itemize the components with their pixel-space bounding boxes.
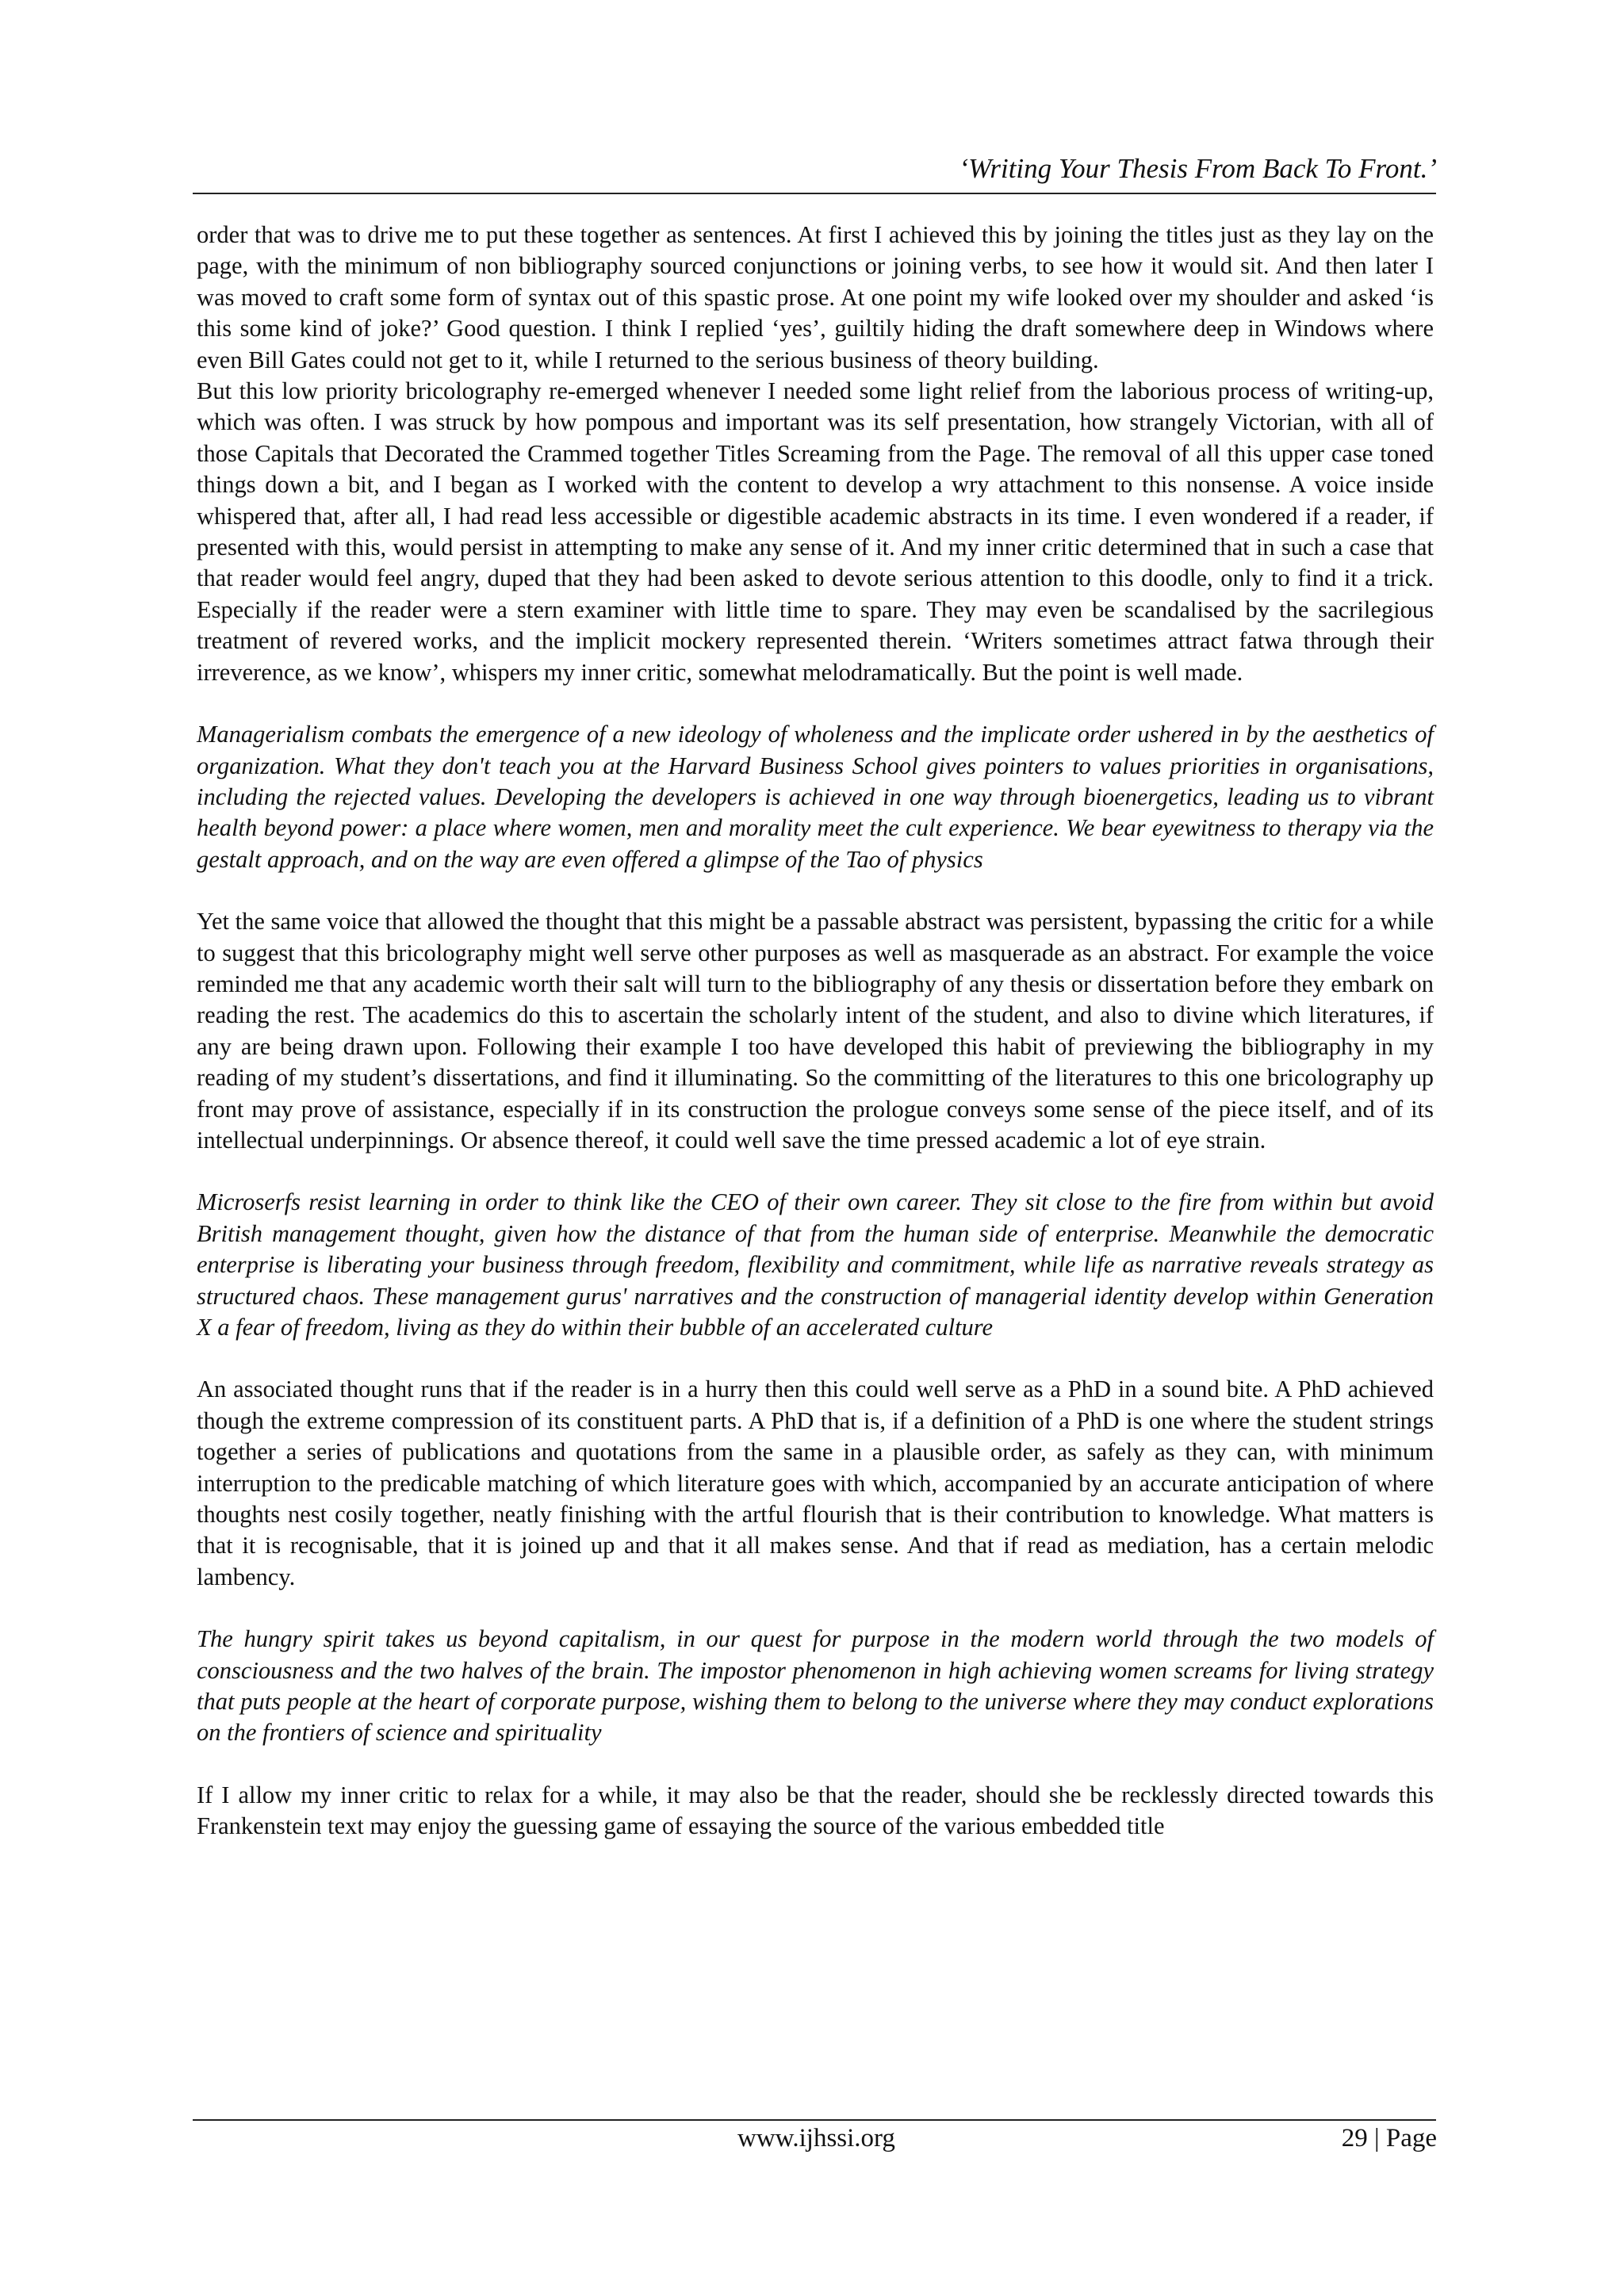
body-paragraph-2: But this low priority bricolography re-emerged whenever I needed some light relief from the laborious process of writing-up, which was often. I was struck by how pompous and important was its self presentation, how strangely Victorian, with all of those Capitals that Decorated the Crammed together Titles Screaming from the Page. The removal of all this upper case toned things down a bit, and I began as I worked with the content to develop a wry attachment to this nonsense. A voice inside whispered that, after all, I had read less accessible or digestible academic abstracts in its time. I even wondered if a reader, if presented with this, would persist in attempting to make any sense of it. And my inner critic determined that in such a case that that reader would feel angry, duped that they had been asked to devote serious attention to this doodle, only to find it a trick. Especially if the reader were a stern examiner with little time to spare. They may even be scandalised by the sacrilegious treatment of revered works, and the implicit mockery represented therein. ‘Writers sometimes attract fatwa through their irreverence, as we know’, whispers my inner critic, somewhat melodramatically. But the point is well made. [197,377,1434,686]
footer-rule [193,2119,1436,2121]
running-header-title: ‘Writing Your Thesis From Back To Front.’ [959,153,1437,184]
body-paragraph-4: An associated thought runs that if the reader is in a hurry then this could well serve as a PhD in a sound bite. A PhD achieved though the extreme compression of its constituent parts. A PhD that is, if a definition of a PhD is one where the student strings together a series of publications and quotations from the same in a plausible order, as safely as they can, with minimum interruption to the predicable matching of which literature goes with which, accompanied by an accurate anticipation of where thoughts nest cosily together, neatly finishing with the artful flourish that is their contribution to knowledge. What matters is that it is recognisable, that it is joined up and that it all makes sense. And that if read as mediation, has a certain melodic lambency. [197,1376,1434,1590]
footer-page-number: 29 | Page [1341,2124,1437,2152]
italic-abstract-2: Microserfs resist learning in order to think like the CEO of their own career. They sit close to the fire from within but avoid British management thought, given how the distance of that from the human side of enterprise. Meanwhile the democratic enterprise is liberating your business through freedom, flexibility and commitment, while life as narrative reveals strategy as structured chaos. These management gurus' narratives and the construction of managerial identity develop within Generation X a fear of freedom, living as they do within their bubble of an accelerated culture [197,1188,1434,1341]
header-rule [193,193,1436,194]
body-paragraph-1: order that was to drive me to put these together as sentences. At first I achieved this by joining the titles just as they lay on the page, with the minimum of non bibliography sourced conjunctions or joining verbs, to see how it would sit. And then later I was moved to craft some form of syntax out of this spastic prose. At one point my wife looked over my shoulder and asked ‘is this some kind of joke?’ Good question. I think I replied ‘yes’, guiltily hiding the draft somewhere deep in Windows where even Bill Gates could not get to it, while I returned to the serious business of theory building. [197,221,1434,373]
italic-abstract-3: The hungry spirit takes us beyond capitalism, in our quest for purpose in the modern world through the two models of consciousness and the two halves of the brain. The impostor phenomenon in high achieving women screams for living strategy that puts people at the heart of corporate purpose, wishing them to belong to the universe where they may conduct explorations on the frontiers of science and spirituality [197,1625,1434,1747]
body-paragraph-3: Yet the same voice that allowed the thought that this might be a passable abstract was persistent, bypassing the critic for a while to suggest that this bricolography might well serve other purposes as well as masquerade as an abstract. For example the voice reminded me that any academic worth their salt will turn to the bibliography of any thesis or dissertation before they embark on reading the rest. The academics do this to ascertain the scholarly intent of the student, and also to divine which literatures, if any are being drawn upon. Following their example I too have developed this habit of previewing the bibliography in my reading of my student’s dissertations, and find it illuminating. So the committing of the literatures to this one bricolography up front may prove of assistance, especially if in its construction the prologue conveys some sense of the piece itself, and of its intellectual underpinnings. Or absence thereof, it could well save the time pressed academic a lot of eye strain. [197,908,1434,1154]
italic-abstract-1: Managerialism combats the emergence of a new ideology of wholeness and the implicate order ushered in by the aesthetics of organization. What they don't teach you at the Harvard Business School gives pointers to values priorities in organisations, including the rejected values. Developing the developers is achieved in one way through bioenergetics, leading us to vibrant health beyond power: a place where women, men and morality meet the cult experience. We bear eyewitness to therapy via the gestalt approach, and on the way are even offered a glimpse of the Tao of physics [197,721,1434,873]
article-body [197,220,1434,1843]
footer-url: www.ijhssi.org [737,2124,895,2152]
body-paragraph-5: If I allow my inner critic to relax for a while, it may also be that the reader, should she be recklessly directed towards this Frankenstein text may enjoy the guessing game of essaying the source of the various embedded title [197,1781,1434,1840]
